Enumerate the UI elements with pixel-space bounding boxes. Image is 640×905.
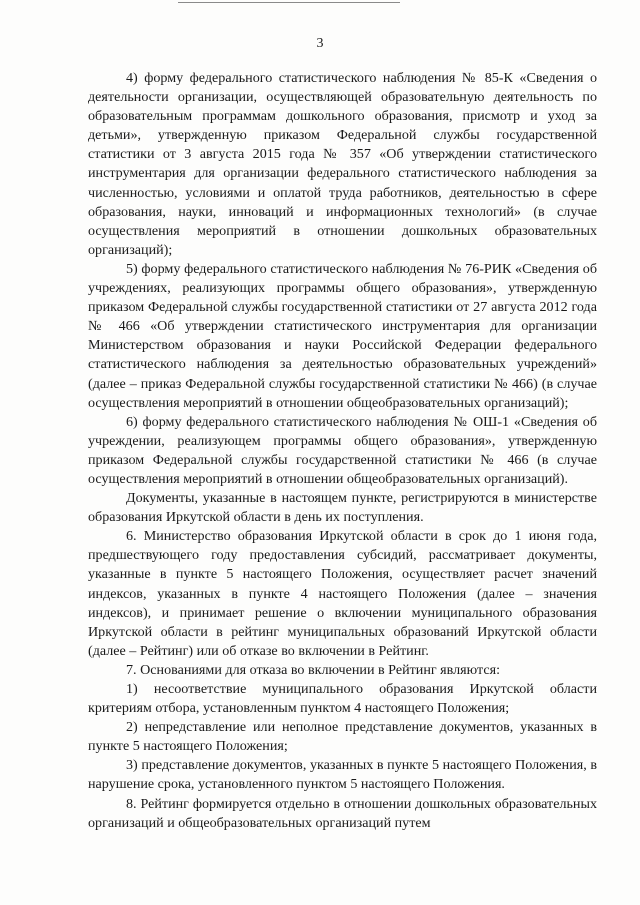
paragraph-item-4: 4) форму федерального статистического наблюдения № 85-К «Сведения о деятельности организации, осуществляющей образовательную деятельность по образовательным программам дошкольного образования, присмотр и уход за детьми», утвержденную приказом Федеральной службы государственной статистики от 3 августа 2015 года № 357 «Об утверждении статистического инструментария для организации федерального статистического наблюдения за численностью, условиями и оплатой труда работников, деятельностью в сфере образования, науки, инноваций и информационных технологий» (в случае осуществления мероприятий в отношении дошкольных образовательных организаций);: [88, 70, 597, 258]
paragraph-registration: Документы, указанные в настоящем пункте, регистрируются в министерстве образования Иркутской области в день их поступления.: [88, 490, 597, 526]
paragraph-point-8: 8. Рейтинг формируется отдельно в отношении дошкольных образовательных организаций и общеобразовательных организаций путем: [88, 795, 597, 831]
paragraph-reason-2: 2) непредставление или неполное представление документов, указанных в пункте 5 настоящего Положения;: [88, 719, 597, 755]
page-number: 3: [316, 36, 324, 51]
top-rule: [178, 2, 400, 3]
paragraph-point-6: 6. Министерство образования Иркутской области в срок до 1 июня года, предшествующего году предоставления субсидий, рассматривает документы, указанные в пункте 5 настоящего Положения, осуществляет расчет значений индексов, указанных в пункте 4 настоящего Положения (далее – значения индексов), и принимает решение о включении муниципального образования Иркутской области в рейтинг муниципальных образований Иркутской области (далее – Рейтинг) или об отказе во включении в Рейтинг.: [88, 528, 597, 659]
document-body: [88, 69, 597, 833]
paragraph-item-6: 6) форму федерального статистического наблюдения № ОШ-1 «Сведения об учреждении, реализующем программы общего образования», утвержденную приказом Федеральной службы государственной статистики № 466 (в случае осуществления мероприятий в отношении общеобразовательных организаций).: [88, 413, 597, 487]
paragraph-reason-1: 1) несоответствие муниципального образования Иркутской области критериям отбора, установленным пунктом 4 настоящего Положения;: [88, 681, 597, 717]
paragraph-item-5: 5) форму федерального статистического наблюдения № 76-РИК «Сведения об учреждениях, реализующих программы общего образования», утвержденную приказом Федеральной службы государственной статистики от 27 августа 2012 года № 466 «Об утверждении статистического инструментария для организации Министерством образования и науки Российской Федерации федерального статистического наблюдения за деятельностью образовательных учреждений» (далее – приказ Федеральной службы государственной статистики № 466) (в случае осуществления мероприятий в отношении общеобразовательных организаций);: [88, 260, 597, 411]
paragraph-point-7: 7. Основаниями для отказа во включении в Рейтинг являются:: [126, 661, 500, 678]
paragraph-reason-3: 3) представление документов, указанных в пункте 5 настоящего Положения, в нарушение срока, установленного пунктом 5 настоящего Положения.: [88, 757, 597, 793]
